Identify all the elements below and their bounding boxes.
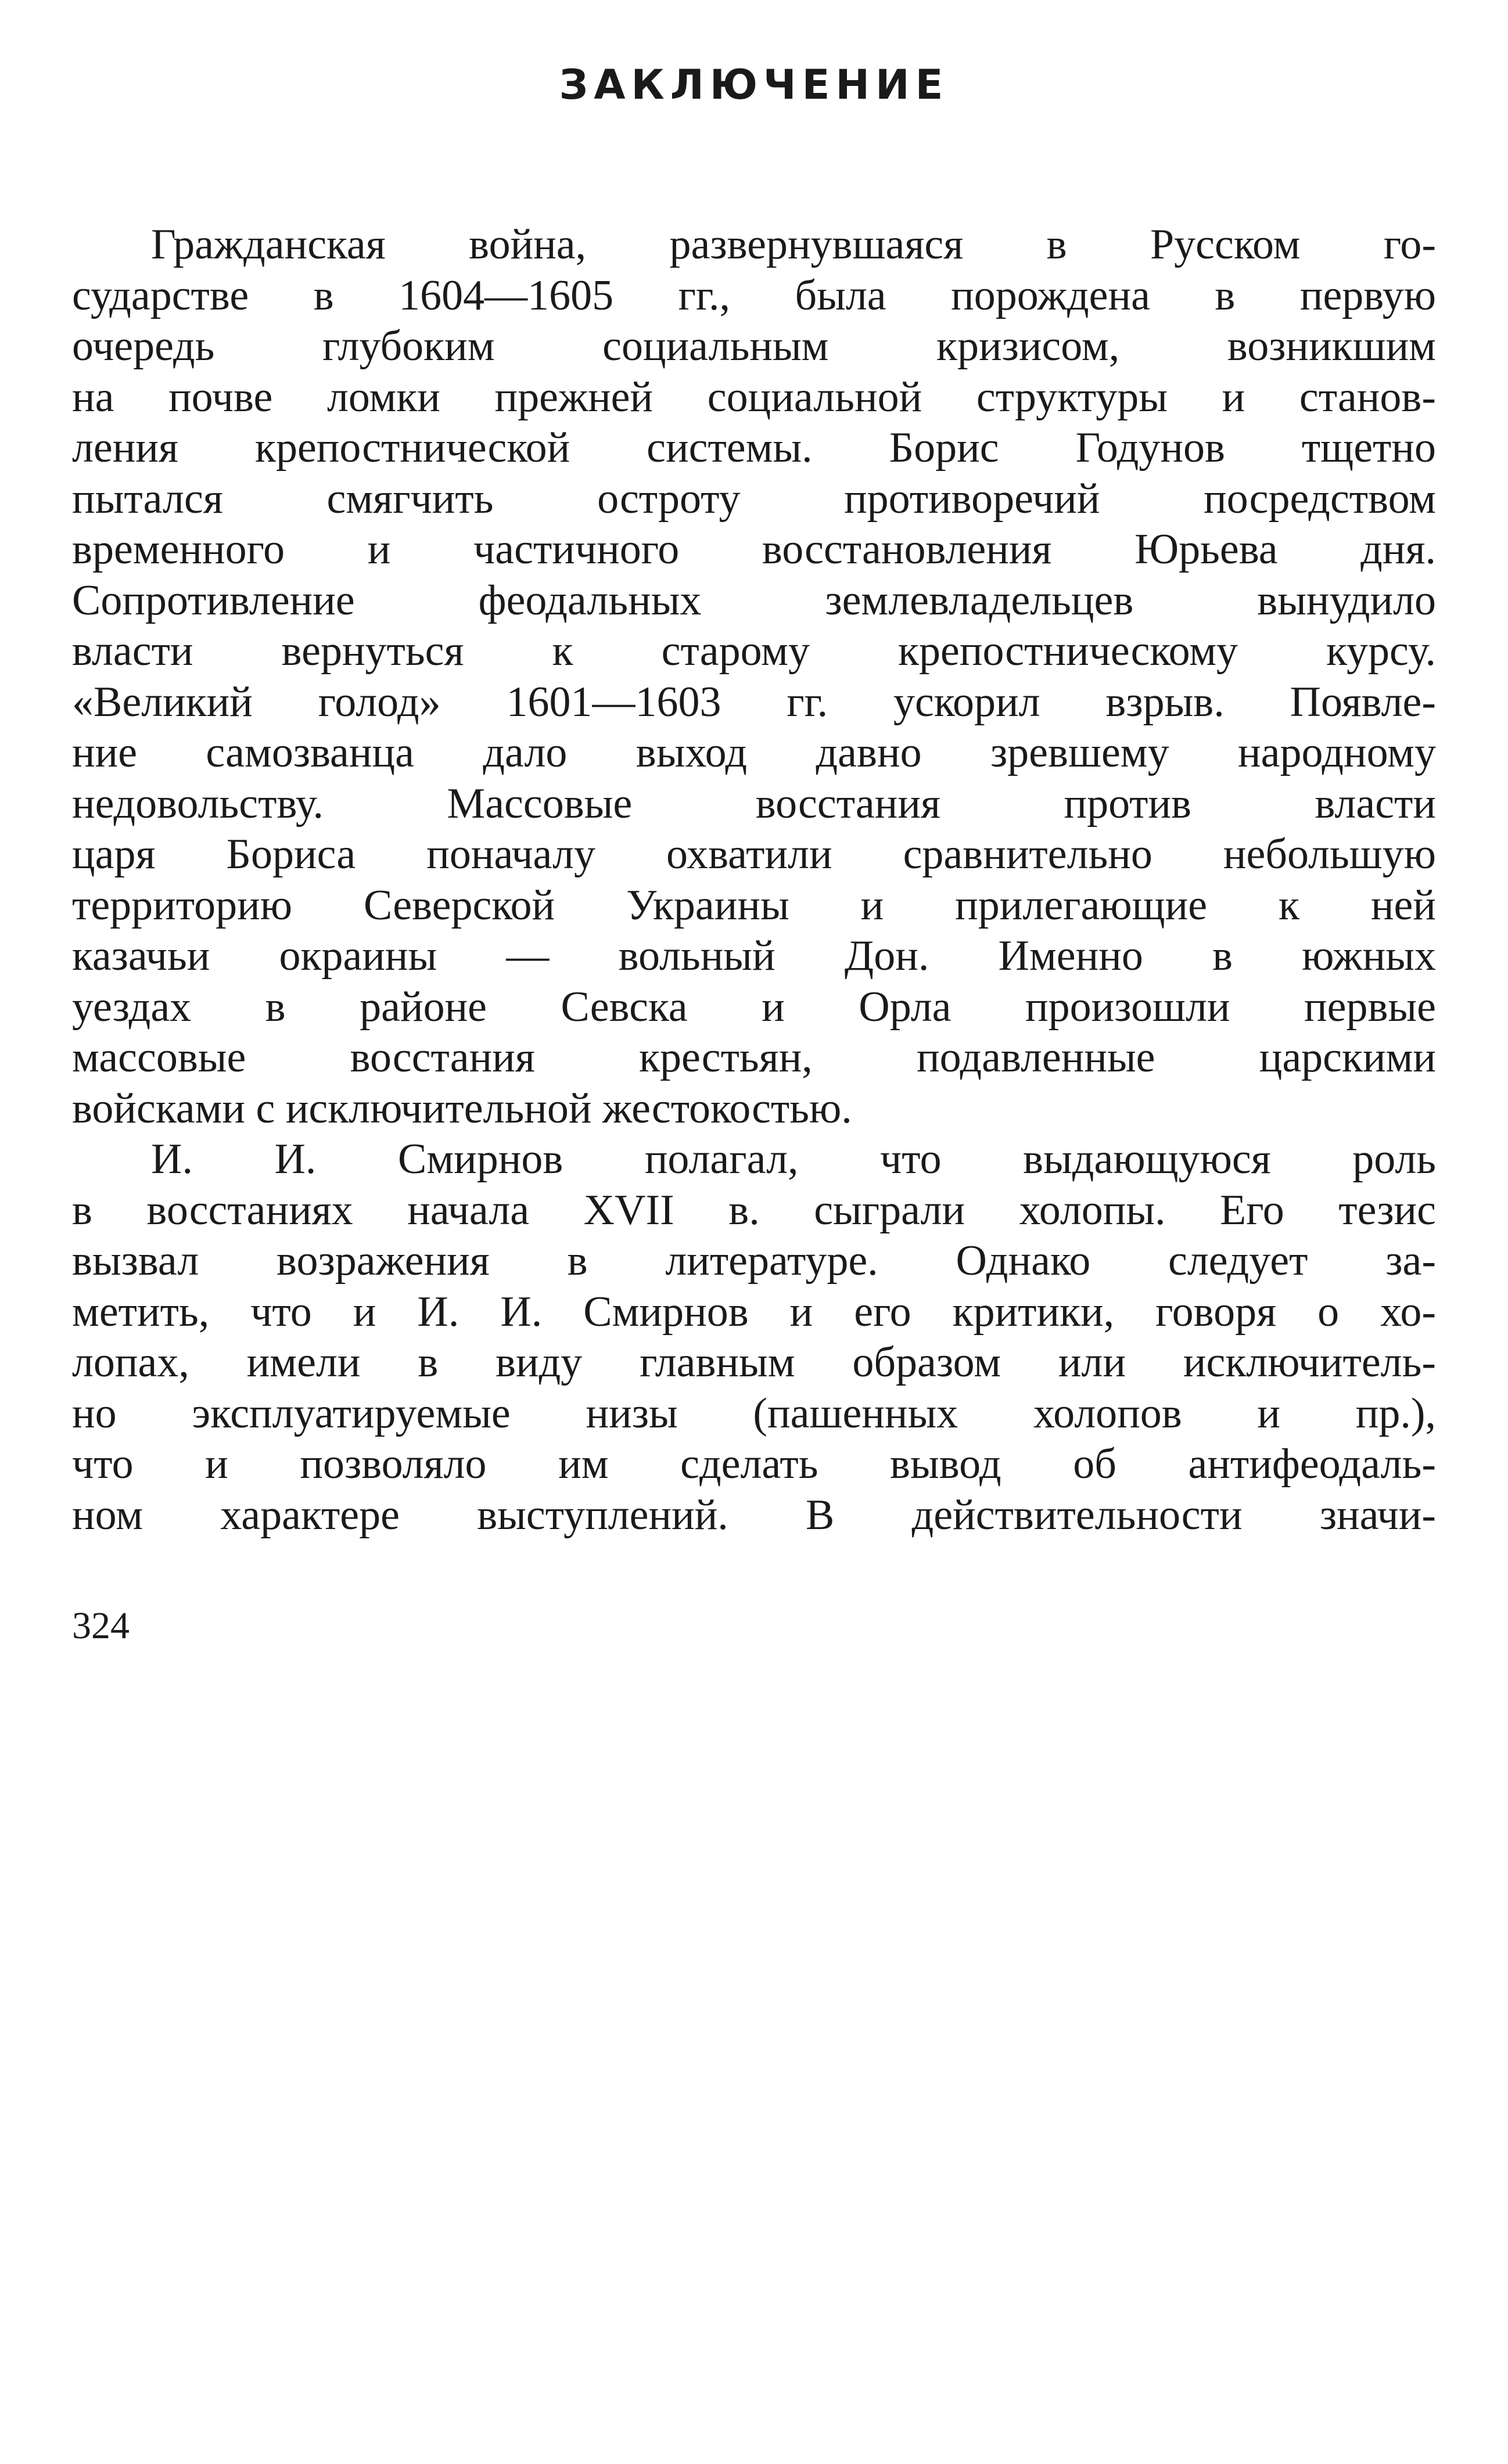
- text-line: Сопротивление феодальных землевладельцев вынудило: [72, 576, 1436, 624]
- text-line: войсками с исключительной жестокостью.: [72, 1084, 852, 1132]
- text-line: ном характере выступлений. В действительности значи-: [72, 1491, 1436, 1539]
- text-line: территорию Северской Украины и прилегающие к ней: [72, 881, 1436, 929]
- body-text: [72, 220, 1436, 1541]
- text-line: власти вернуться к старому крепостническому курсу.: [72, 627, 1436, 675]
- text-line: в восстаниях начала XVII в. сыграли холопы. Его тезис: [72, 1186, 1436, 1234]
- chapter-title: ЗАКЛЮЧЕНИЕ: [559, 61, 949, 109]
- text-line: временного и частичного восстановления Юрьева дня.: [72, 526, 1436, 573]
- text-line: царя Бориса поначалу охватили сравнительно небольшую: [72, 830, 1436, 878]
- text-line: пытался смягчить остроту противоречий посредством: [72, 474, 1436, 523]
- text-line: вызвал возражения в литературе. Однако следует за-: [72, 1237, 1436, 1285]
- text-line: очередь глубоким социальным кризисом, возникшим: [72, 322, 1436, 370]
- text-line: метить, что и И. И. Смирнов и его критики, говоря о хо-: [72, 1287, 1436, 1336]
- text-line: что и позволяло им сделать вывод об антифеодаль-: [72, 1440, 1436, 1488]
- text-line: лопах, имели в виду главным образом или исключитель-: [72, 1339, 1436, 1386]
- text-line: массовые восстания крестьян, подавленные царскими: [72, 1034, 1436, 1081]
- text-line: Гражданская война, развернувшаяся в Русском го-: [151, 221, 1436, 268]
- text-line: ления крепостнической системы. Борис Годунов тщетно: [72, 424, 1436, 472]
- text-line: «Великий голод» 1601—1603 гг. ускорил взрыв. Появле-: [72, 678, 1436, 726]
- text-line: казачьи окраины — вольный Дон. Именно в южных: [72, 932, 1436, 980]
- text-line: недовольству. Массовые восстания против власти: [72, 779, 1436, 828]
- page-number: 324: [72, 1605, 130, 1647]
- text-line: уездах в районе Севска и Орла произошли первые: [72, 983, 1436, 1031]
- text-line: И. И. Смирнов полагал, что выдающуюся роль: [151, 1135, 1436, 1183]
- text-line: но эксплуатируемые низы (пашенных холопов и пр.),: [72, 1389, 1436, 1437]
- text-line: на почве ломки прежней социальной структуры и станов-: [72, 373, 1436, 421]
- text-line: сударстве в 1604—1605 гг., была порождена в первую: [72, 271, 1436, 319]
- text-line: ние самозванца дало выход давно зревшему народному: [72, 729, 1436, 776]
